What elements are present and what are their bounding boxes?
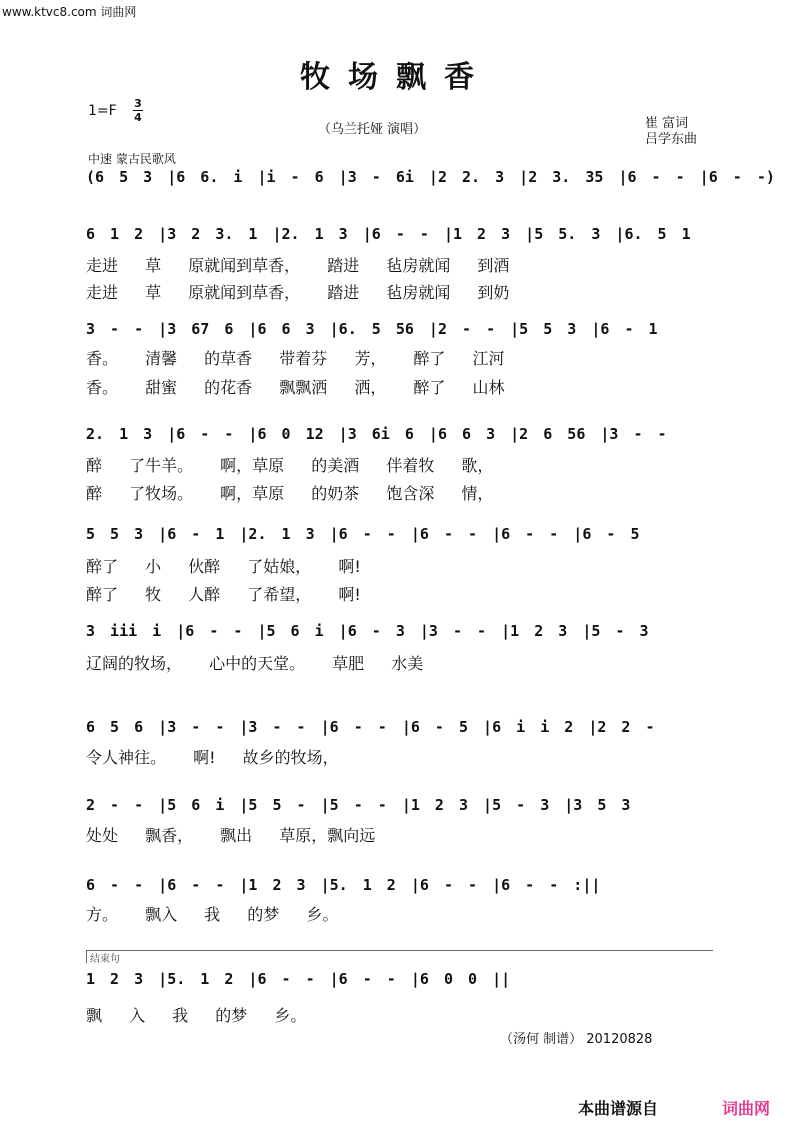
footer-source-label: 本曲谱源自 [578, 1099, 659, 1118]
lyric-line: 醉了 牧 人醉 了希望， 啊! [86, 585, 361, 604]
lyric-line: 处处 飘香， 飘出 草原，飘向远 [86, 826, 376, 845]
watermark: www.ktvc8.com 词曲网 [2, 5, 137, 19]
lyric-line: 方。 飘入 我 的梦 乡。 [86, 905, 339, 924]
ending-box [86, 950, 713, 963]
music-line: (6 5 3 |6 6. i |i - 6 |3 - 6i |2 2. 3 |2 3. 35 |6 - - |6 - -) [86, 168, 775, 186]
meter-top: 3 [134, 97, 142, 110]
music-line: 5 5 3 |6 - 1 |2. 1 3 |6 - - |6 - - |6 - - |6 - 5 [86, 525, 640, 543]
song-title: 牧场飘香 [300, 60, 492, 95]
lyric-line: 辽阔的牧场， 心中的天堂。 草肥 水美 [86, 654, 424, 673]
lyric-line: 走进 草 原就闻到草香， 踏进 毡房就闻 到奶 [86, 283, 510, 302]
music-line: 6 5 6 |3 - - |3 - - |6 - - |6 - 5 |6 i i 2 |2 2 - [86, 718, 655, 736]
music-line: 2. 1 3 |6 - - |6 0 12 |3 6i 6 |6 6 3 |2 6 56 |3 - - [86, 425, 667, 443]
meter-bottom: 4 [134, 111, 142, 124]
key-signature: 1=F [88, 103, 117, 119]
ending-label: 结束句 [90, 954, 120, 965]
singer: （乌兰托娅 演唱） [318, 122, 427, 137]
tempo-marking: 中速 蒙古民歌风 [88, 152, 176, 166]
lyric-line: 令人神往。 啊! 故乡的牧场， [86, 748, 339, 767]
lyric-line: 走进 草 原就闻到草香， 踏进 毡房就闻 到酒 [86, 256, 510, 275]
arranger-credit: （汤何 制谱） 20120828 [500, 1032, 653, 1047]
lyric-line: 醉 了牧场。 啊，草原 的奶茶 饱含深 情， [86, 484, 494, 503]
music-line: 2 - - |5 6 i |5 5 - |5 - - |1 2 3 |5 - 3 |3 5 3 [86, 796, 631, 814]
lyric-line: 醉 了牛羊。 啊，草原 的美酒 伴着牧 歌， [86, 456, 494, 475]
music-line: 3 iii i |6 - - |5 6 i |6 - 3 |3 - - |1 2 3 |5 - 3 [86, 622, 649, 640]
footer-site-logo: 词曲网 [722, 1099, 771, 1118]
time-signature [133, 98, 143, 123]
lyric-line: 飘 入 我 的梦 乡。 [86, 1006, 307, 1025]
music-line: 3 - - |3 67 6 |6 6 3 |6. 5 56 |2 - - |5 5 3 |6 - 1 [86, 320, 658, 338]
lyricist: 崔 富词 [645, 116, 689, 131]
lyric-line: 香。 甜蜜 的花香 飘飘洒 洒， 醉了 山林 [86, 378, 505, 397]
music-line: 6 - - |6 - - |1 2 3 |5. 1 2 |6 - - |6 - - :|| [86, 876, 601, 894]
lyric-line: 香。 清馨 的草香 带着芬 芳， 醉了 江河 [86, 349, 505, 368]
music-line: 1 2 3 |5. 1 2 |6 - - |6 - - |6 0 0 || [86, 970, 511, 988]
lyric-line: 醉了 小 伙醉 了姑娘， 啊! [86, 557, 361, 576]
composer: 吕学东曲 [645, 132, 698, 147]
music-line: 6 1 2 |3 2 3. 1 |2. 1 3 |6 - - |1 2 3 |5 5. 3 |6. 5 1 [86, 225, 691, 243]
